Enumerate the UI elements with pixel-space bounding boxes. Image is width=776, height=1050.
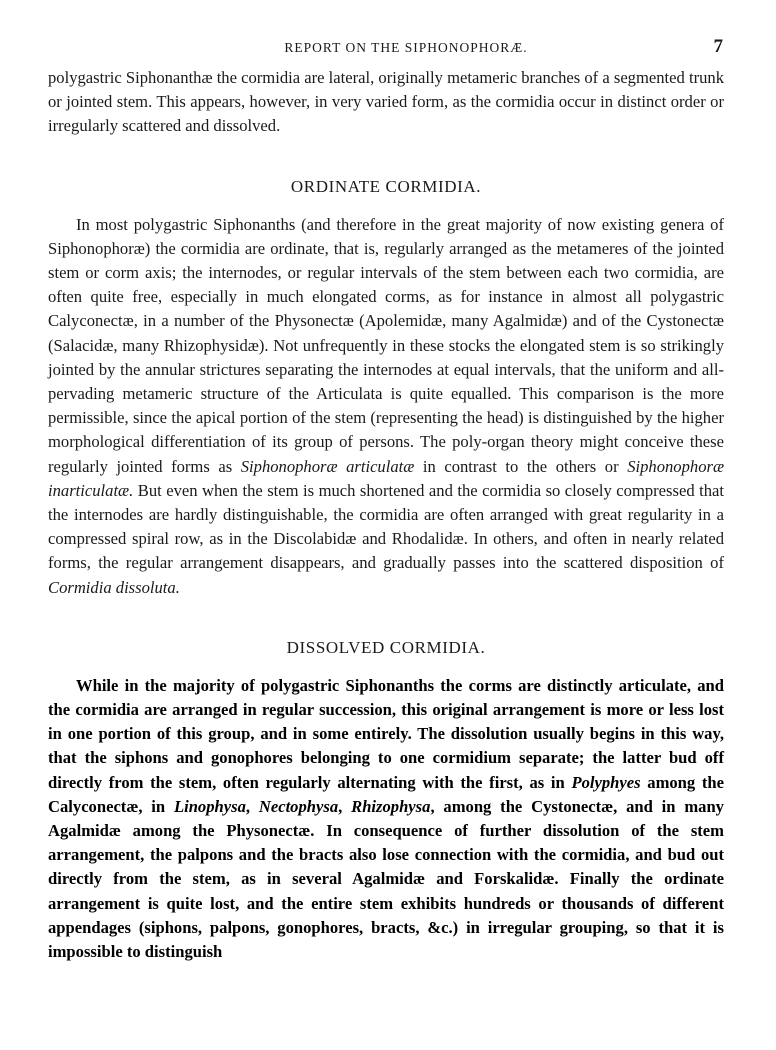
ordinate-text-2: in contrast to the others or	[422, 456, 619, 476]
section-heading-ordinate: ORDINATE CORMIDIA.	[290, 176, 482, 196]
genus-nectophysa: Nectophysa	[258, 796, 339, 816]
ordinate-text-3: But even when the stem is much shortened and the cormidia so closely compressed that the internodes are hardly distinguishable, the cormidia are often arranged with great regularity in a compressed spiral row, as in the Discolabidæ and Rhodalidæ. In others, and often in nearly related forms, the regular arrangement disappears, and gradually passes into the scattered disposition of	[48, 480, 724, 573]
separator-1: ,	[245, 796, 251, 816]
running-title: REPORT ON THE SIPHONOPHORÆ.	[284, 40, 528, 55]
dissolved-text-1: While in the majority of polygastric Siphonanths the corms are distinctly articulate, and the cormidia are arranged in regular succession, this original arrangement is more or less lost in one portion of this group, and in some entirely. The dissolution usually begins in this way, that the siphons and gonophores belonging to one cormidium separate; the latter bud off directly from the stem, often regularly alternating with the first, as in	[48, 675, 724, 792]
genus-rhizophysa: Rhizophysa	[351, 796, 431, 816]
term-inarticulatae: Siphonophoræ inarticulatæ.	[48, 456, 725, 500]
term-articulatae: Siphonophoræ articulatæ	[240, 456, 415, 476]
ordinate-text-1: In most polygastric Siphonanths (and therefore in the great majority of now existing genera of Siphonophoræ) the cormidia are ordinate, that is, regularly arranged as the metameres of the jointed stem or corm axis; the internodes, or regular intervals of the stem between each two cormidia, are often quite free, especially in much elongated corms, as for instance in almost all polygastric Calyconectæ, in a number of the Physonectæ (Apolemidæ, many Agalmidæ) and of the Cystonectæ (Salacidæ, many Rhizophysidæ). Not unfrequently in these stocks the elongated stem is so strikingly jointed by the annular strictures separating the internodes at equal intervals, that the uniform and all-pervading metameric structure of the Articulata is quite equalled. This comparison is the more permissible, since the apical portion of the stem (representing the head) is distinguished by the higher morphological differentiation of its group of persons. The poly-organ theory might conceive these regularly jointed forms as	[48, 214, 724, 476]
ordinate-paragraph	[48, 213, 724, 600]
intro-paragraph: polygastric Siphonanthæ the cormidia are lateral, originally metameric branches of a segmented trunk or jointed stem. This appears, however, in very varied form, as the cormidia occur in distinct order or irregularly scattered and dissolved.	[48, 68, 724, 136]
section-heading-dissolved: DISSOLVED CORMIDIA.	[286, 637, 486, 657]
running-head	[48, 36, 724, 66]
term-cormidia-dissoluta: Cormidia dissoluta.	[48, 577, 180, 597]
separator-2: ,	[338, 796, 343, 816]
dissolved-text-3: , among the Cystonectæ, and in many Agalmidæ among the Physonectæ. In consequence of further dissolution of the stem arrangement, the palpons and the bracts also lose connection with the cormidia, and bud out directly from the stem, as in several Agalmidæ and Forskalidæ. Finally the ordinate arrangement is quite lost, and the entire stem exhibits hundreds or thousands of different appendages (siphons, palpons, gonophores, bracts, &c.) in irregular grouping, so that it is impossible to distinguish	[48, 796, 724, 962]
dissolved-paragraph	[48, 674, 724, 964]
document-page	[48, 36, 725, 964]
genus-polyphyes: Polyphyes	[571, 772, 641, 792]
genus-linophysa: Linophysa	[173, 796, 246, 816]
dissolved-text-2: among the Calyconectæ, in	[48, 772, 725, 816]
page-number: 7	[713, 36, 724, 57]
